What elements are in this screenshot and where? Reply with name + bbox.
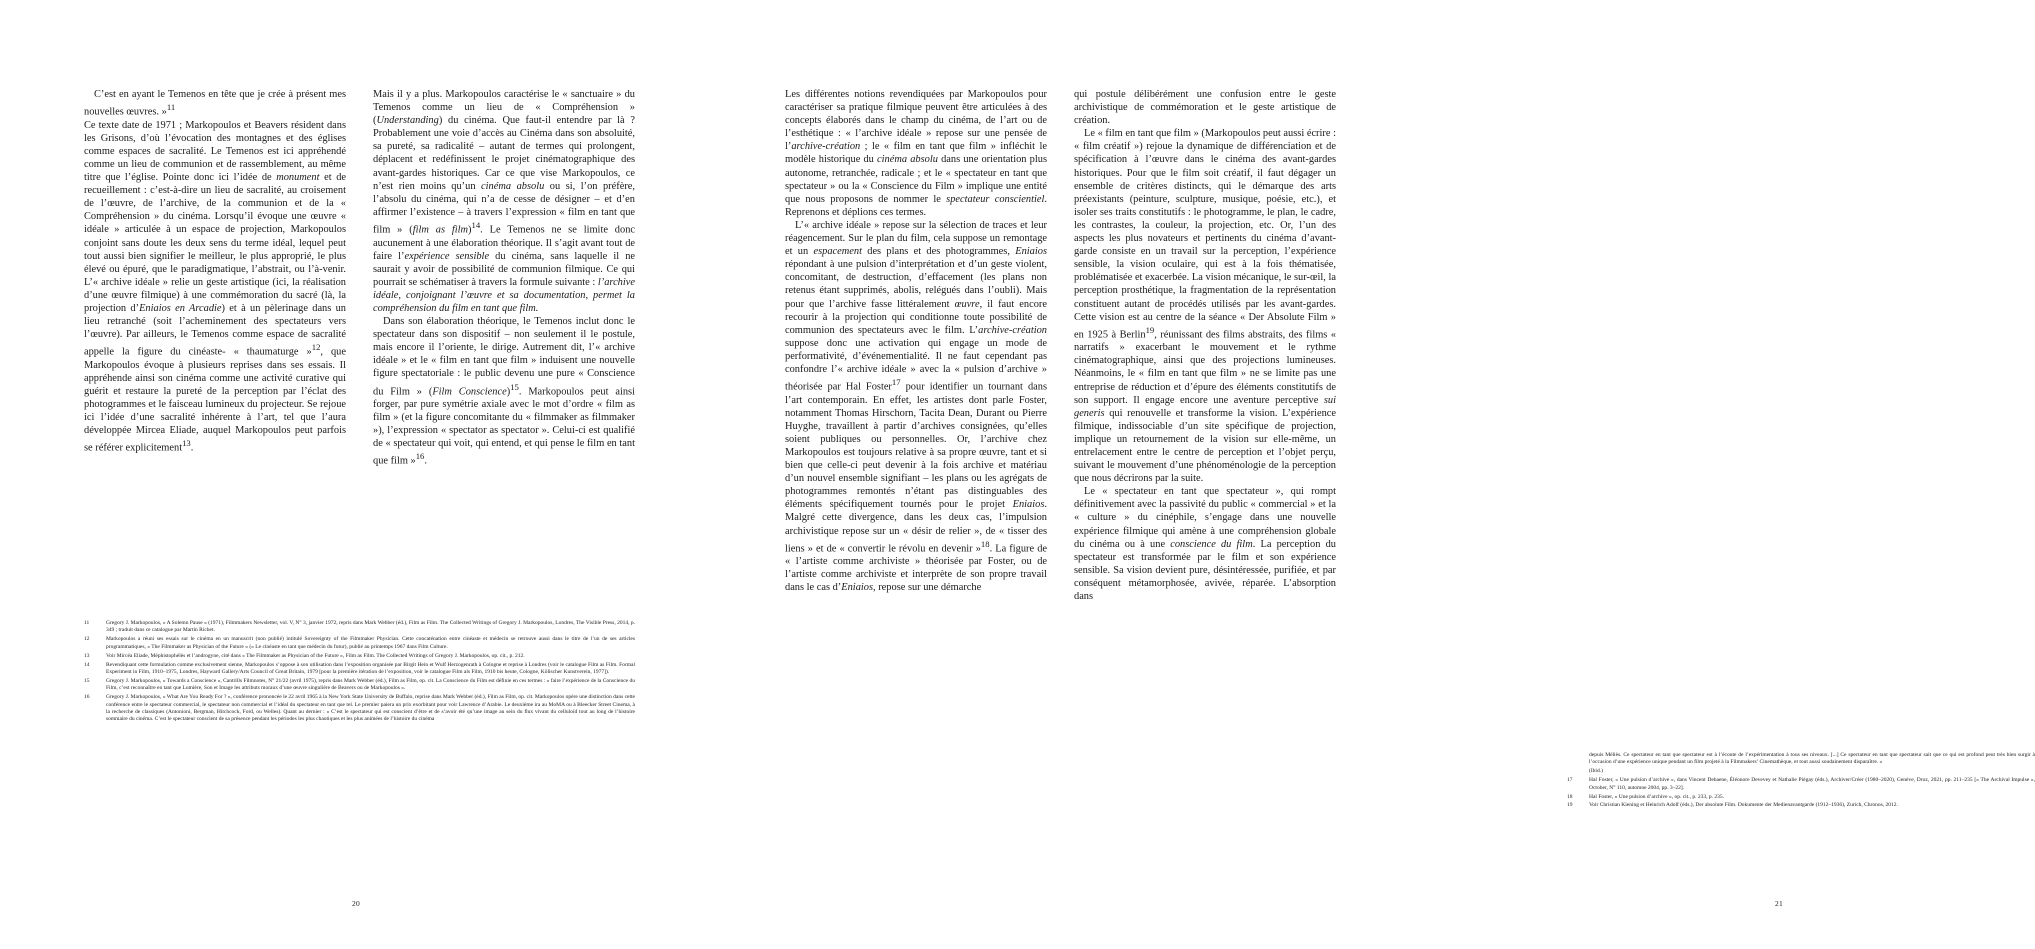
text-run: Le « spectateur en tant que spectateur », qui rompt définitivement avec la passivité du public « commercial » et la « culture » du cinéphile, s’engage dans une nouvelle expérience filmique qui amène à une compréhension globale du cinéma ou à une	[1074, 486, 1336, 550]
paragraph	[84, 119, 346, 455]
footnote-ref: 17	[891, 377, 901, 388]
paragraph	[1074, 88, 1336, 127]
text-run-italic: archive-création	[978, 324, 1047, 336]
text-run: dans une orientation plus autonome, retranchée, radicale ; et le « spectateur en tant que spectateur » ou la « Conscience du Film » implique une entité que nous proposons de nommer le	[785, 154, 1047, 205]
page-number-left: 20	[352, 899, 361, 908]
footnote-continuation-ref: (Ibid.)	[1589, 768, 1603, 775]
footnote	[1567, 794, 2035, 801]
text-run: suppose donc une activation qui engage un mode de performativité, d’événementialité. Il ne faut cependant pas confondre l’« archive idéale » avec la « pulsion d’archive » théorisée par Hal Foster	[785, 337, 1047, 393]
text-run: , réunissant des films abstraits, des films « narratifs » exacerbant le mouvement et le rythme cinématographique, ainsi que des projections lumineuses. Néanmoins, le « film en tant que film » ne se limite pas une entreprise de réduction et d’épure des éléments constitutifs de son support. Il engage encore une aventure perceptive	[1074, 329, 1336, 406]
text-run-italic: conscience du film	[1170, 538, 1253, 550]
footnote-number: 17	[1567, 777, 1573, 784]
text-run: .	[190, 442, 194, 454]
paragraph	[373, 315, 635, 468]
footnote-ref: 18	[980, 538, 990, 549]
text-run-italic: sui generis	[1074, 394, 1336, 419]
footnote-number: 18	[1567, 793, 1573, 800]
text-run-italic: Eniaios en Arcadie	[139, 302, 222, 314]
footnote-number: 13	[84, 652, 90, 659]
footnote-ref: 11	[166, 102, 176, 113]
footnote-ref: 14	[471, 219, 481, 230]
footnote-text: Gregory J. Markopoulos, « Towards a Conscience », Cantrills Filmnotes, N° 21/22 (avril 1975), repris dans Mark Webber (éd.), Film as Film, op. cit. La Conscience du Film est définie en ces termes : « faire l’expérience de la Conscience du Film, c’est reconnaître en tant que Lumière, Son et Image les attributs moraux d’une œuvre singulière de Beavers ou de Markopoulos ».	[106, 677, 635, 692]
text-run: Ce texte date de 1971 ; Markopoulos et Beavers résident dans les Grisons, d’où l’évocation des montagnes et des églises comme espaces de sacralité. Le Temenos est ici appréhendé comme un lieu de communion et de rassemblement, au même titre que l’église. Pointe donc ici l’idée de	[84, 119, 346, 184]
text-run: . Markopoulos peut ainsi forger, par pure symétrie axiale avec le mot d’ordre « film as film » (et la figure concomitante du « filmmaker as filmmaker »), l’expression « spectator as spectator ». Celui-ci est qualifié de « spectateur qui voit, qui entend, et qui pense le film en tant que film »	[373, 386, 635, 467]
left-page-columns	[84, 88, 635, 468]
text-run-italic: cinéma absolu	[481, 180, 545, 192]
text-run: .	[424, 455, 427, 467]
footnote-ref: 13	[182, 438, 191, 449]
text-run: Mais il y a plus. Markopoulos caractérise le « sanctuaire » du Temenos comme un lieu de « Compréhension » (	[373, 89, 635, 127]
text-run: ou si, l’on préfère, l’absolu du cinéma, qui n’a de cesse de désigner – et d’en affirmer l’existence – à travers l’expression « film en tant que film » (	[373, 180, 635, 236]
footnote-text: Voir Mircéa Eliade, Méphistophélès et l’androgyne, cité dans « The Filmmaker as Physician of the Future », Film as Film. The Collected Writings of Gregory J. Markopoulos, op. cit., p. 212.	[106, 652, 525, 659]
footnote-number: 11	[84, 620, 90, 626]
text-run: , que Markopoulos évoque à plusieurs reprises dans ses essais. Il appréhende ainsi son cinéma comme une activité curative qui guérit et restaure la pureté de la perception par l’éclat des photogrammes et le faisceau lumineux du projecteur. Se rejoue ici l’idée d’une sacralité inhérente à l’art, tel que l’aura développée Mircea Eliade, auquel Markopoulos peut parfois se référer explicitement	[84, 346, 346, 454]
footnote-text: Markopoulos a réuni ses essais sur le cinéma en un manuscrit (non publié) intitulé Sovereignty of the Filmmaker Physician. Cette concaténation entre cinéaste et médecin se retrouve aussi dans le titre de l’un de ses articles programmatiques, « The Filmmaker as Physician of the Future » (« Le cinéaste en tant que médecin du futur), publié au printemps 1967 dans Film Culture.	[106, 636, 635, 650]
text-run-italic: œuvre	[954, 298, 980, 310]
text-run-italic: archive-création	[791, 141, 861, 153]
page-number-right: 21	[1775, 899, 1784, 908]
text-run: . Reprenons et déplions ces termes.	[785, 193, 1047, 218]
text-run: qui renouvelle et transforme la vision. L’expérience filmique, indissociable d’un site spécifique de projection, implique un retournement de la vision sur elle-même, un entrelacement entre le centre de perception et l’objet perçu, suivant le mouvement d’une phénoménologie de la perception que nous décrirons par la suite.	[1074, 407, 1336, 485]
text-run-italic: Eniaios	[1012, 499, 1045, 511]
paragraph	[1074, 127, 1336, 485]
text-run: Le « film en tant que film » (Markopoulos peut aussi écrire : « film créatif ») rejoue la dynamique de différenciation et de spécification à l’œuvre dans le cinéma des avant-gardes historiques. Pour que le film soit créatif, il faut dégager un ensemble de critères distincts, qui le démarque des arts préexistants (peinture, sculpture, musique, poésie, etc.), et isoler ses traits constitutifs : le photogramme, le plan, le cadre, les contrastes, la couleur, la projection, etc. Or, l’un des aspects les plus novateurs et pertinents du cinéma d’avant-garde consiste en un travail sur la perception, l’expérience sensible, la vision oculaire, qui est à la fois thématisée, problématisée et exacerbée. La vision mécanique, le sur-œil, la perception prosthétique, la fragmentation de la représentation constituent autant de procédés utilisés par les avant-gardes. Cette vision est au centre de la séance « Der Absolute Film » en 1925 à Berlin	[1074, 128, 1336, 341]
text-run: )	[506, 386, 511, 397]
text-run: , repose sur une démarche	[873, 582, 982, 594]
footnote-number: 14	[84, 661, 90, 668]
footnote-number: 19	[1567, 802, 1573, 809]
footnote-ref: 12	[311, 342, 321, 353]
footnote	[84, 653, 635, 660]
page-left	[0, 0, 712, 949]
footnote-ref: 19	[1145, 324, 1155, 335]
text-run: Dans son élaboration théorique, le Temenos inclut donc le spectateur dans son dispositif – non seulement il le postule, mais encore il l’oriente, le dirige. Autrement dit, l’« archive idéale » et le « film en tant que film » induisent une nouvelle figure spectatoriale : le public devenu une pure « Conscience du Film » (	[373, 316, 635, 397]
footnote-ref: 16	[415, 451, 425, 462]
footnote-text: Gregory J. Markopoulos, « What Are You Ready For ? », conférence prononcée le 22 avril 1965 à la New York State University de Buffalo, reprise dans Mark Webber (éd.), Film as Film, op. cit. Markopoulos opère une distinction dans cette conférence entre le spectateur commercial, le spectateur non commercial et l’idéal du spectateur en tant que tel. Le premier paiera un prix exorbitant pour voir Lawrence d’Arabie. Le deuxième ira au MoMA ou à Bleecker Street Cinema, à la recherche de classiques (Antonioni, Bergman, Hitchcock, Ford, ou Welles). Quant au dernier : « C’est le spectateur qui est conscient d’être et de s’avoir été qu’une image au sein du flux vivant du celluloïd tout au long de l’histoire sommaire du cinéma. C’est le spectateur conscient de sa présence pendant les périodes les plus chaotiques et les plus animées de l’histoire du cinéma	[106, 694, 635, 723]
footnote-number: 16	[84, 694, 90, 701]
footnote-text: Revendiquant cette formulation comme exclusivement sienne, Markopoulos s’oppose à son utilisation dans l’exposition organisée par Birgit Hein et Wulf Herzogenrath à Cologne et reprise à Londres (voir le catalogue Film as Film. Formal Experiment in Film, 1910–1975, Londres, Hayward Gallery/Arts Council of Great Britain, 1979 [pour la première itération de l’exposition, voir le catalogue Film als Film, 1910 bis heute, Cologne, Kölischer Kunstverein, 1977]).	[106, 661, 635, 675]
text-run: répondant à une pulsion d’interprétation et d’un geste violent, concomitant, de destruction, d’effacement (les plans non retenus étant supprimés, abolis, relégués dans l’oubli). Mais pour que l’archive fasse littéralement	[785, 259, 1047, 310]
footnote	[84, 662, 635, 677]
right-column-1	[785, 88, 1047, 603]
footnote-number: 12	[84, 636, 90, 643]
text-run: . La figure de « l’artiste comme archiviste » théorisée par Foster, ou de l’artiste comme archiviste et interprète de son propre travail dans le cas d’	[785, 543, 1047, 594]
text-run: du cinéma, sans laquelle il ne saurait y avoir de possibilité de communion filmique. Ce qui pourrait se schématiser à travers la formule suivante :	[373, 250, 635, 288]
text-run-italic: spectateur conscientiel	[946, 193, 1045, 205]
text-run: . La perception du spectateur est transformée par le film et son expérience sensible. Sa vision devient pure, désintéressée, purifiée, et par conséquent métamorphosée, avivée, réparée. L’absorption dans	[1074, 538, 1337, 603]
text-run: des plans et des photogrammes,	[861, 246, 1016, 258]
text-run: et de recueillement : c’est-à-dire un lieu de sacralité, au croisement de l’œuvre, de l’archive, de la communion et de la « Compréhension » du cinéma. Lorsqu’il évoque une œuvre « idéale » articulée à un espace de projection, Markopoulos conjoint sans doute les deux sens du terme idéal, lequel peut tout aussi bien signifier le meilleur, le plus approprié, le plus élevé ou épuré, que le paradigmatique, l’abstrait, ou l’à-venir. L’« archive idéale » relie un geste artistique (ici, la réalisation d’une œuvre filmique) à une commémoration du sacré (là, la projection d’	[84, 172, 346, 314]
text-run-italic: cinéma absolu	[877, 154, 938, 166]
footnote	[1567, 777, 2035, 792]
text-run: C’est en ayant le Temenos en tête que je crée à présent mes nouvelles œuvres. »	[84, 89, 346, 118]
text-run-italic: monument	[276, 172, 320, 184]
text-run: ) du cinéma. Que faut-il entendre par là ? Probablement une voie d’accès au Cinéma dans son absoluité, sa pureté, sa radicalité – autant de termes qui prolongent, déplacent et redéfinissent le projet cinématographique des avant-gardes historiques. Car ce que vise Markopoulos, ce n’est rien moins qu’un	[373, 115, 635, 192]
text-run-italic: Eniaios	[1015, 246, 1047, 258]
footnote-ref: 15	[510, 381, 519, 392]
text-run-italic: Eniaios	[841, 582, 874, 594]
paragraph	[1074, 485, 1336, 603]
paragraph	[785, 219, 1047, 595]
paragraph	[373, 88, 635, 315]
footnote-text: Gregory J. Markopoulos, « A Solemn Pause » (1971), Filmmakers Newsletter, vol. V, N° 3, janvier 1972, repris dans Mark Webber (éd.), Film as Film. The Collected Writings of Gregory J. Markopoulos, Londres, The Visible Press, 2014, p. 349 ; traduit dans ce catalogue par Martin Richet.	[106, 620, 635, 634]
page-right	[712, 0, 2035, 949]
footnotes-left	[84, 620, 635, 725]
text-run-italic: l’archive idéale, conjoignant l’œuvre et sa documentation, permet la compréhension du film en tant que film.	[373, 276, 635, 314]
footnote	[84, 678, 635, 693]
footnote	[84, 694, 635, 724]
text-run-italic: Film Conscience	[432, 386, 507, 397]
footnote-text: Voir Christian Kiening et Heinrich Adolf (éds.), Der absolute Film. Dokumente der Medienavantgarde (1912–1936), Zurich, Chronos, 2012.	[1589, 802, 1898, 809]
footnote	[1567, 802, 2035, 809]
footnote	[84, 620, 635, 635]
text-run-italic: expérience sensible	[404, 250, 490, 262]
text-run-italic: espacement	[813, 246, 862, 258]
left-column-1	[84, 88, 346, 468]
text-run: Les différentes notions revendiquées par Markopoulos pour caractériser sa pratique filmique peuvent être articulées à des concepts élaborés dans le champ du cinéma, de l’art ou de l’esthétique : « l’archive idéale » repose sur une pensée de l’	[785, 89, 1047, 153]
text-run: )	[468, 224, 472, 236]
footnote-text: Hal Foster, « Une pulsion d’archive », op. cit., p. 233, p. 235.	[1589, 793, 1724, 800]
footnotes-right	[1567, 752, 2035, 811]
left-column-2	[373, 88, 635, 468]
text-run: ) et à un pèlerinage dans un lieu retranché (soit l’acheminement des spectateurs vers l’œuvre). Par ailleurs, le Temenos comme espace de sacralité appelle la figure du cinéaste- « thaumaturge »	[84, 302, 346, 358]
footnote-continuation: depuis Méliès. Ce spectateur en tant que spectateur est à l’écoute de l’expérimentation à tous ses niveaux. [...] Ce spectateur en tant que spectateur sait que ce qui est profond peut très bien surgir à l’occasion d’une expérience unique pendant un film projeté à la Filmmakers’ Cinemathèque, et tout aussi soudainement disparaître. »	[1589, 752, 2035, 766]
text-run: ; le « film en tant que film » infléchit le modèle historique du	[785, 141, 1047, 166]
footnote-text: Hal Foster, « Une pulsion d’archive », dans Vincent Debaene, Éléonore Devevey et Nathalie Piégay (éds.), Archiver/Créer (1980–2020), Genève, Droz, 2021, pp. 211–235 [« The Archival Impulse », October, N° 110, automne 2004, pp. 3–22].	[1589, 777, 2035, 791]
paragraph	[785, 88, 1047, 219]
right-column-2	[1074, 88, 1336, 603]
text-run: pour identifier un tournant dans l’art contemporain. En effet, les artistes dont parle Foster, notamment Thomas Hirschorn, Tacita Dean, Durant ou Pierre Huyghe, travaillent à partir d’archives consignées, qu’elles soient publiques ou personnelles. Or, l’archive chez Markopoulos est toujours relative à sa propre œuvre, tant et si bien que celle-ci peut devenir à la fois archive et matériau d’un nouvel ensemble signifiant – les plans ou les agrégats de photogrammes remontés n’étant pas distinguables des éléments spécifiquement tournés pour le projet	[785, 381, 1047, 511]
footnote	[84, 636, 635, 651]
text-run-italic: film as film	[412, 224, 469, 236]
paragraph	[84, 88, 346, 119]
text-run: , il faut encore recourir à la projection qui conditionne toute possibilité de communion des spectateurs avec le film. L’	[785, 298, 1047, 336]
footnote-number: 15	[84, 677, 90, 684]
text-run: L’« archive idéale » repose sur la sélection de traces et leur réagencement. Sur le plan du film, cela suppose un remontage et un	[785, 219, 1047, 258]
text-run: . Le Temenos ne se limite donc aucunement à une élaboration théorique. Il s’agit avant tout de faire l’	[373, 224, 636, 262]
text-run-italic: Understanding	[376, 115, 439, 127]
right-page-columns	[785, 88, 1336, 603]
text-run: qui postule délibérément une confusion entre le geste archivistique de commémoration et le geste artistique de création.	[1074, 89, 1336, 127]
text-run: . Malgré cette divergence, dans les deux cas, l’impulsion archivistique repose sur un « désir de relier », de « tisser des liens » et de « convertir le révolu en devenir »	[785, 499, 1047, 555]
